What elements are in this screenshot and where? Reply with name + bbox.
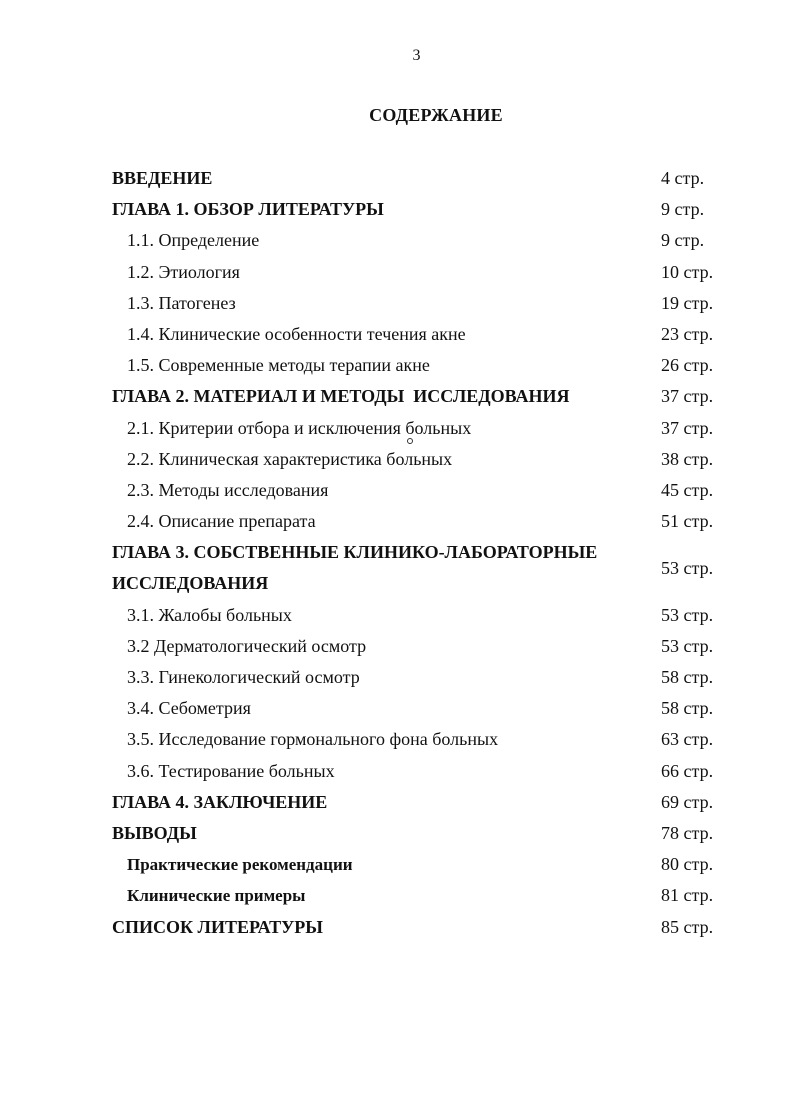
- toc-entry-label: 3.5. Исследование гормонального фона больных: [127, 729, 499, 750]
- toc-entry-label: 1.3. Патогенез: [127, 292, 236, 313]
- toc-entry-page: 85 стр.: [661, 916, 714, 937]
- toc-entry-label: ГЛАВА 4. ЗАКЛЮЧЕНИЕ: [112, 791, 328, 812]
- toc-entry: [0, 537, 793, 599]
- toc-entry: [0, 413, 793, 444]
- toc-entry: [0, 849, 793, 880]
- toc-entry: [0, 163, 793, 194]
- toc-entry-label: 3.4. Себометрия: [127, 698, 251, 719]
- toc-entry-page: 19 стр.: [661, 292, 714, 313]
- toc-entry-label-line-2: ИССЛЕДОВАНИЯ: [112, 573, 269, 594]
- toc-entry-label: 2.2. Клиническая характеристика больных: [127, 448, 453, 469]
- toc-entry: [0, 381, 793, 412]
- toc-entry: [0, 787, 793, 818]
- toc-entry-label: ВВЕДЕНИЕ: [112, 168, 213, 188]
- toc-entry-label: ГЛАВА 2. МАТЕРИАЛ И МЕТОДЫ ИССЛЕДОВАНИЯ: [112, 386, 570, 407]
- toc-entry-page: 66 стр.: [661, 760, 714, 781]
- toc-entry-label: Клинические примеры: [127, 886, 306, 906]
- toc-entry-page: 38 стр.: [661, 448, 714, 469]
- toc-entry: [0, 724, 793, 755]
- toc-entry-page: 53 стр.: [661, 604, 714, 625]
- toc-entry-label: 3.2 Дерматологический осмотр: [127, 635, 367, 656]
- toc-entry-page: 26 стр.: [661, 355, 714, 376]
- toc-entry: [0, 600, 793, 631]
- toc-entry: [0, 350, 793, 381]
- toc-entry-page: 78 стр.: [661, 822, 714, 843]
- toc-entry: [0, 693, 793, 724]
- toc-entry: [0, 756, 793, 787]
- toc-entry: [0, 818, 793, 849]
- toc-entry: [0, 257, 793, 288]
- page-number: 3: [412, 47, 421, 64]
- toc-entry-page: 51 стр.: [661, 511, 714, 532]
- toc-entry-page: 80 стр.: [661, 854, 714, 875]
- toc-entry-page: 69 стр.: [661, 791, 714, 812]
- toc-entry-page: 10 стр.: [661, 261, 714, 282]
- table-of-contents: [0, 163, 793, 943]
- toc-entry-page: 81 стр.: [661, 885, 714, 906]
- toc-entry-page: 9 стр.: [661, 230, 705, 251]
- toc-entry-page: 4 стр.: [661, 168, 705, 188]
- toc-entry-label: 1.4. Клинические особенности течения акне: [127, 323, 466, 344]
- toc-entry-page: 37 стр.: [661, 386, 714, 407]
- toc-entry-page: 53 стр.: [661, 635, 714, 656]
- toc-entry-label: 2.3. Методы исследования: [127, 479, 329, 500]
- toc-entry: [0, 662, 793, 693]
- toc-entry-page: 58 стр.: [661, 698, 714, 719]
- toc-entry-page: 53 стр.: [661, 558, 714, 579]
- toc-entry-label: 1.5. Современные методы терапии акне: [127, 355, 430, 376]
- toc-entry-label: 1.1. Определение: [127, 230, 260, 251]
- toc-entry-page: 9 стр.: [661, 199, 705, 220]
- toc-entry-page: 63 стр.: [661, 729, 714, 750]
- toc-entry-label: 2.4. Описание препарата: [127, 511, 316, 532]
- toc-entry-label: [112, 537, 597, 599]
- toc-entry-page: 37 стр.: [661, 417, 714, 438]
- toc-entry-label: ГЛАВА 1. ОБЗОР ЛИТЕРАТУРЫ: [112, 199, 384, 220]
- toc-entry-label: Практические рекомендации: [127, 855, 353, 875]
- toc-entry-label: 3.3. Гинекологический осмотр: [127, 667, 360, 688]
- toc-entry: [0, 912, 793, 943]
- toc-entry: [0, 506, 793, 537]
- toc-entry-label: 1.2. Этиология: [127, 261, 240, 282]
- toc-entry: [0, 225, 793, 256]
- toc-entry: [0, 631, 793, 662]
- toc-entry-page: 45 стр.: [661, 479, 714, 500]
- toc-entry: [0, 319, 793, 350]
- toc-entry: [0, 288, 793, 319]
- toc-entry-label-line-1: ГЛАВА 3. СОБСТВЕННЫЕ КЛИНИКО-ЛАБОРАТОРНЫЕ: [112, 542, 598, 563]
- stray-scan-mark: [407, 438, 413, 444]
- toc-entry-label: 3.6. Тестирование больных: [127, 760, 335, 781]
- toc-entry-label: ВЫВОДЫ: [112, 822, 197, 843]
- toc-entry: [0, 475, 793, 506]
- toc-entry-label: 2.1. Критерии отбора и исключения больных: [127, 417, 472, 438]
- toc-entry: [0, 880, 793, 911]
- toc-entry: [0, 194, 793, 225]
- toc-entry: [0, 444, 793, 475]
- toc-entry-label: СПИСОК ЛИТЕРАТУРЫ: [112, 916, 323, 937]
- toc-title: СОДЕРЖАНИЕ: [369, 105, 503, 125]
- toc-entry-label: 3.1. Жалобы больных: [127, 604, 292, 625]
- toc-entry-page: 23 стр.: [661, 323, 714, 344]
- toc-entry-page: 58 стр.: [661, 667, 714, 688]
